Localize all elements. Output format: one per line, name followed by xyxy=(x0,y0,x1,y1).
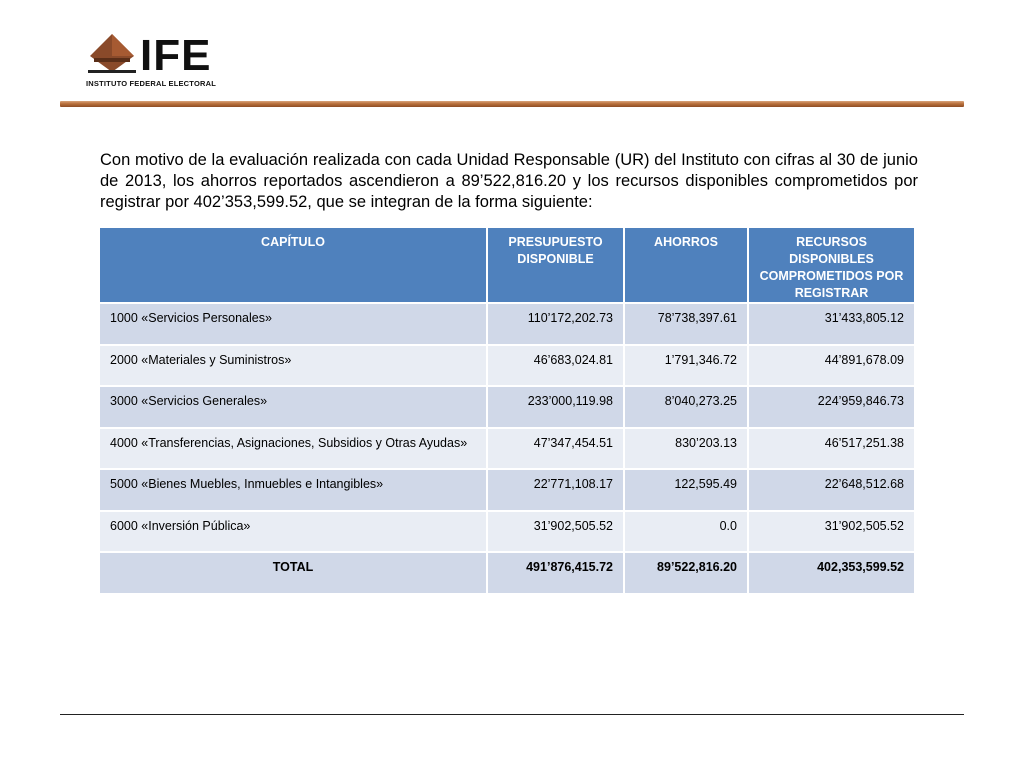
footer-divider xyxy=(60,714,964,715)
cell-total-recursos: 402,353,599.52 xyxy=(749,553,914,595)
table-row xyxy=(100,429,914,471)
cell-presupuesto: 46’683,024.81 xyxy=(488,346,625,388)
cell-ahorros: 830’203.13 xyxy=(625,429,749,471)
cell-presupuesto: 22’771,108.17 xyxy=(488,470,625,512)
table-row xyxy=(100,346,914,388)
ife-logo xyxy=(84,32,244,90)
header-divider xyxy=(60,101,964,107)
cell-recursos: 44’891,678.09 xyxy=(749,346,914,388)
cell-ahorros: 122,595.49 xyxy=(625,470,749,512)
cell-total-ahorros: 89’522,816.20 xyxy=(625,553,749,595)
cell-total-presupuesto: 491’876,415.72 xyxy=(488,553,625,595)
cell-ahorros: 0.0 xyxy=(625,512,749,554)
cell-presupuesto: 233’000,119.98 xyxy=(488,387,625,429)
cell-ahorros: 8’040,273.25 xyxy=(625,387,749,429)
cell-recursos: 31’902,505.52 xyxy=(749,512,914,554)
ballot-box-icon xyxy=(84,32,140,76)
table-row xyxy=(100,387,914,429)
table-total-row xyxy=(100,553,914,595)
table-row xyxy=(100,304,914,346)
column-header-recursos: RECURSOS DISPONIBLES COMPROMETIDOS POR REGISTRAR xyxy=(749,228,914,304)
cell-capitulo: 3000 «Servicios Generales» xyxy=(100,387,488,429)
cell-ahorros: 78’738,397.61 xyxy=(625,304,749,346)
table-header-row xyxy=(100,228,914,304)
cell-ahorros: 1’791,346.72 xyxy=(625,346,749,388)
cell-presupuesto: 110’172,202.73 xyxy=(488,304,625,346)
cell-recursos: 46’517,251.38 xyxy=(749,429,914,471)
cell-capitulo: 2000 «Materiales y Suministros» xyxy=(100,346,488,388)
cell-total-label: TOTAL xyxy=(100,553,488,595)
cell-capitulo: 4000 «Transferencias, Asignaciones, Subsidios y Otras Ayudas» xyxy=(100,429,488,471)
column-header-ahorros: AHORROS xyxy=(625,228,749,304)
cell-presupuesto: 47’347,454.51 xyxy=(488,429,625,471)
table-row xyxy=(100,470,914,512)
cell-recursos: 22’648,512.68 xyxy=(749,470,914,512)
cell-capitulo: 5000 «Bienes Muebles, Inmuebles e Intangibles» xyxy=(100,470,488,512)
column-header-presupuesto: PRESUPUESTO DISPONIBLE xyxy=(488,228,625,304)
cell-recursos: 224’959,846.73 xyxy=(749,387,914,429)
savings-table xyxy=(100,228,914,595)
cell-capitulo: 1000 «Servicios Personales» xyxy=(100,304,488,346)
cell-capitulo: 6000 «Inversión Pública» xyxy=(100,512,488,554)
table-row xyxy=(100,512,914,554)
logo-subtitle: INSTITUTO FEDERAL ELECTORAL xyxy=(86,79,216,88)
column-header-capitulo: CAPÍTULO xyxy=(100,228,488,304)
cell-presupuesto: 31’902,505.52 xyxy=(488,512,625,554)
cell-recursos: 31’433,805.12 xyxy=(749,304,914,346)
logo-title: IFE xyxy=(140,31,212,80)
intro-paragraph: Con motivo de la evaluación realizada con cada Unidad Responsable (UR) del Instituto con cifras al 30 de junio de 2013, los ahorros reportados ascendieron a 89’522,816.20 y los recursos disponibles comprometidos por registrar por 402’353,599.52, que se integran de la forma siguiente: xyxy=(100,150,918,211)
